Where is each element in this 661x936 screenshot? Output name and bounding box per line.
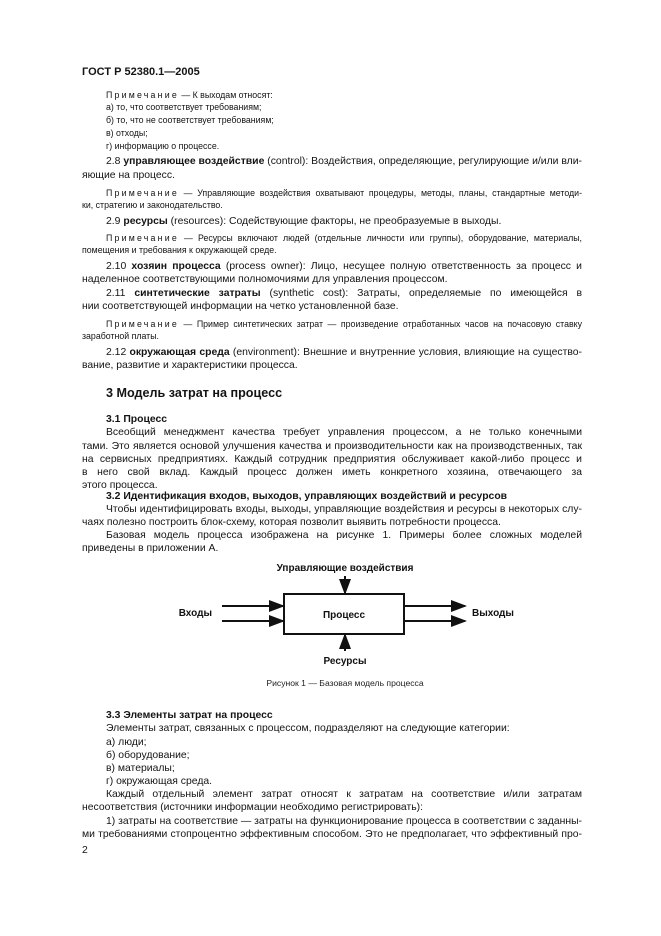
- text-line: [82, 360, 582, 372]
- text-segment: а) люди;: [106, 737, 147, 748]
- term: окружающая среда: [129, 347, 230, 358]
- text-segment: г) информацию о процессе.: [106, 141, 220, 151]
- note-line: [106, 140, 582, 152]
- text-line: [106, 347, 582, 359]
- text-segment: на сервисных предприятиях. Каждый сотрудник предприятия обслуживает какой-либо процесс и: [82, 454, 582, 465]
- text-line: [82, 467, 582, 479]
- text-line: [82, 454, 582, 466]
- term: синтетические затраты: [134, 288, 261, 299]
- note-line: [82, 244, 582, 256]
- text-segment: (environment): Внешние и внутренние условия, влияющие на существо-: [229, 347, 582, 358]
- text-line: [106, 288, 582, 300]
- section-heading: [106, 386, 582, 401]
- text-line: [82, 517, 582, 529]
- text-segment: в) отходы;: [106, 128, 148, 138]
- text-segment: 2.9: [106, 216, 124, 227]
- subsection-heading: [106, 491, 582, 503]
- term: ресурсы: [123, 216, 168, 227]
- text-segment: (process owner): Лицо, несущее полную ответственность за процесс и: [220, 261, 582, 272]
- note-line: [106, 101, 582, 113]
- text-line: [82, 802, 582, 814]
- text-segment: Элементы затрат, связанных с процессом, подразделяют на следующие категории:: [106, 723, 510, 734]
- document-header: ГОСТ Р 52380.1—2005: [82, 66, 200, 78]
- text-line: [82, 829, 582, 841]
- figure-caption: Рисунок 1 — Базовая модель процесса: [266, 678, 424, 688]
- text-segment: — Ресурсы включают людей (отдельные личности или группы), оборудование, материалы,: [178, 233, 582, 243]
- text-segment: Чтобы идентифицировать входы, выходы, управляющие воздействия и ресурсы в некоторых слу-: [106, 504, 582, 515]
- note-label: Примечание: [106, 319, 179, 329]
- text-segment: наделенное соответствующими полномочиями для управления процессом.: [82, 274, 448, 285]
- text-segment: (resources): Содействующие факторы, не преобразуемые в выходы.: [167, 216, 502, 227]
- text-line: [82, 543, 582, 555]
- text-line: [106, 530, 582, 542]
- text-segment: вание, развитие и характеристики процесса.: [82, 360, 298, 371]
- text-segment: б) оборудование;: [106, 750, 190, 761]
- text-segment: 1) затраты на соответствие — затраты на функционирование процесса в соответствии с заданны-: [106, 816, 582, 827]
- text-segment: 3 Модель затрат на процесс: [106, 386, 283, 400]
- note-line: [106, 114, 582, 126]
- text-segment: нии соответствующей информации на четко установленной базе.: [82, 301, 399, 312]
- control-label: Управляющие воздействия: [276, 563, 414, 574]
- text-segment: ми требованиями стопроцентно эффективным способом. Это не предполагает, что эффективный про-: [82, 829, 582, 840]
- note-line: [82, 330, 582, 342]
- text-segment: в него свой вклад. Каждый процесс должен иметь конкретного хозяина, отвечающего за: [82, 467, 582, 478]
- text-segment: тами. Это является основой улучшения качества и производительности как на производственных, так: [82, 441, 582, 452]
- text-segment: а) то, что соответствует требованиям;: [106, 102, 262, 112]
- note-line: [106, 89, 582, 101]
- subsection-heading: [106, 710, 582, 722]
- inputs-label: Входы: [178, 608, 212, 619]
- text-line: [106, 789, 582, 801]
- text-segment: в) материалы;: [106, 763, 175, 774]
- text-line: [106, 427, 582, 439]
- note-label: Примечание: [106, 188, 179, 198]
- text-segment: Каждый отдельный элемент затрат относят к затратам на соответствие и/или затратам: [106, 789, 582, 800]
- text-segment: (synthetic cost): Затраты, определяемые по имеющейся в: [269, 288, 582, 299]
- text-line: [106, 261, 582, 273]
- outputs-label: Выходы: [472, 608, 514, 619]
- text-segment: заработной платы.: [82, 331, 159, 341]
- text-segment: — К выходам относят:: [178, 90, 273, 100]
- term: управляющее воздействие: [123, 156, 265, 167]
- note-label: Примечание: [106, 90, 179, 100]
- text-segment: 2.8: [106, 156, 124, 167]
- note-line: [106, 127, 582, 139]
- text-segment: несоответствия (источники информации необходимо регистрировать):: [82, 802, 423, 813]
- text-line: [106, 723, 582, 735]
- note-line: [106, 318, 582, 330]
- text-line: [82, 274, 582, 286]
- text-segment: — Управляющие воздействия охватывают процедуры, методы, планы, стандартные методи-: [178, 188, 582, 198]
- text-segment: 3.1 Процесс: [106, 414, 168, 425]
- text-line: [106, 737, 582, 749]
- text-line: [82, 441, 582, 453]
- page-number: 2: [82, 845, 88, 856]
- text-segment: (control): Воздействия, определяющие, регулирующие и/или вли-: [264, 156, 582, 167]
- note-line: [82, 199, 582, 211]
- text-line: [106, 763, 582, 775]
- text-segment: Всеобщий менеджмент качества требует управления процессом, а не только конечными: [106, 427, 582, 438]
- text-segment: Базовая модель процесса изображена на рисунке 1. Примеры более сложных моделей: [106, 530, 582, 541]
- text-line: [106, 750, 582, 762]
- text-segment: 2.12: [106, 347, 130, 358]
- text-segment: этого процесса.: [82, 480, 158, 491]
- text-line: [82, 170, 582, 182]
- subsection-heading: [106, 414, 582, 426]
- note-line: [106, 232, 582, 244]
- text-segment: 3.2 Идентификация входов, выходов, управляющих воздействий и ресурсов: [106, 491, 508, 502]
- text-segment: 2.10: [106, 261, 132, 272]
- text-segment: 2.11: [106, 288, 135, 299]
- text-segment: б) то, что не соответствует требованиям;: [106, 115, 274, 125]
- note-line: [106, 187, 582, 199]
- process-label: Процесс: [322, 610, 366, 621]
- text-line: [106, 816, 582, 828]
- term: хозяин процесса: [131, 261, 221, 272]
- text-segment: яющие на процесс.: [82, 170, 175, 181]
- text-line: [106, 156, 582, 168]
- text-segment: — Пример синтетических затрат — произведение отработанных часов на почасовую ставку: [178, 319, 582, 329]
- text-line: [106, 504, 582, 516]
- text-segment: приведены в приложении А.: [82, 543, 219, 554]
- text-line: [82, 301, 582, 313]
- text-segment: 3.3 Элементы затрат на процесс: [106, 710, 273, 721]
- resources-label: Ресурсы: [323, 656, 367, 667]
- text-segment: ки, стратегию и законодательство.: [82, 200, 223, 210]
- text-segment: г) окружающая среда.: [106, 776, 213, 787]
- text-segment: чаях полезно построить блок-схему, которая позволит выявить потребности процесса.: [82, 517, 501, 528]
- figure-process-model: [0, 555, 661, 695]
- text-segment: помещения и требования к окружающей среде.: [82, 245, 277, 255]
- note-label: Примечание: [106, 233, 179, 243]
- text-line: [106, 776, 582, 788]
- text-line: [106, 216, 582, 228]
